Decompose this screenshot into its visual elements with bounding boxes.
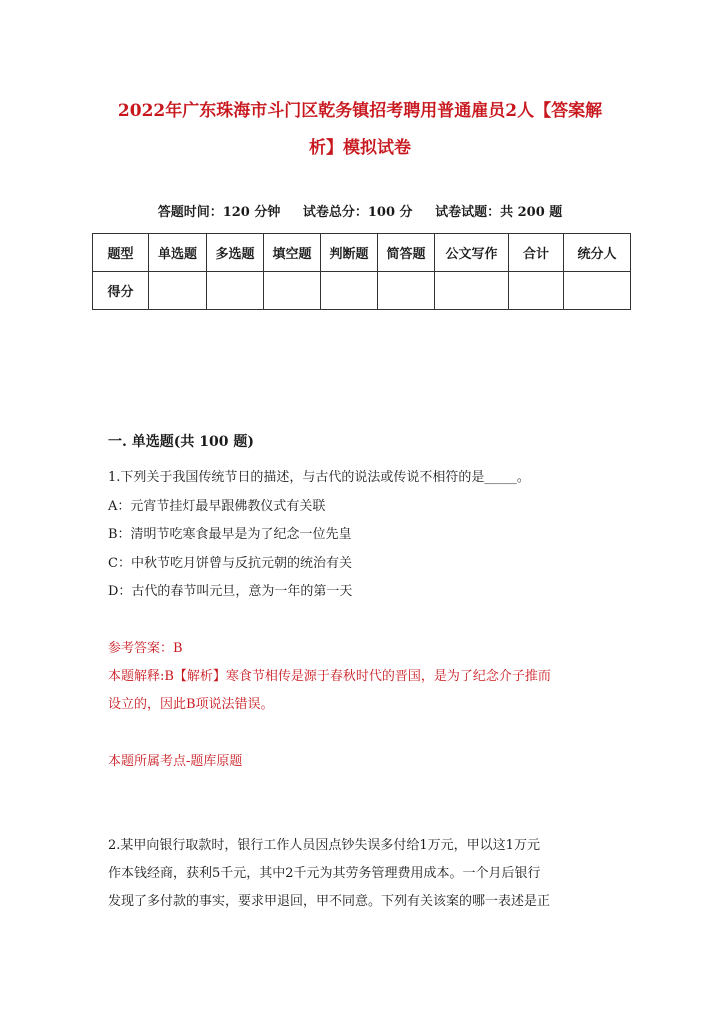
score-table-header-row: [93, 234, 631, 272]
question-2-line-3: 发现了多付款的事实，要求甲退回，甲不同意。下列有关该案的哪一表述是正: [108, 894, 551, 909]
score-cell: [509, 272, 564, 310]
score-cell: [435, 272, 509, 310]
section-title: 一. 单选题(共 100 题): [108, 434, 254, 450]
score-row-label: 得分: [93, 272, 149, 310]
score-cell: [564, 272, 631, 310]
table-header-cell: 填空题: [264, 234, 321, 272]
score-cell: [149, 272, 207, 310]
score-cell: [264, 272, 321, 310]
exam-time: 答题时间：120 分钟: [157, 205, 281, 220]
table-header-cell: 题型: [93, 234, 149, 272]
table-header-cell: 多选题: [207, 234, 264, 272]
score-cell: [321, 272, 378, 310]
exam-title-line-2: 析】模拟试卷: [309, 138, 411, 158]
table-header-cell: 合计: [509, 234, 564, 272]
exam-meta: [0, 201, 720, 220]
question-1-knowledge-point: 本题所属考点-题库原题: [108, 754, 243, 769]
question-1-option-a: A：元宵节挂灯最早跟佛教仪式有关联: [108, 499, 326, 514]
table-header-cell: 统分人: [564, 234, 631, 272]
question-2-line-2: 作本钱经商，获利5千元，其中2千元为其劳务管理费用成本。一个月后银行: [108, 866, 541, 881]
question-2-line-1: 2.某甲向银行取款时，银行工作人员因点钞失误多付给1万元，甲以这1万元: [108, 838, 540, 853]
question-1-option-d: D：古代的春节叫元旦，意为一年的第一天: [108, 584, 353, 599]
exam-total-score: 试卷总分：100 分: [302, 205, 413, 220]
question-1-option-b: B：清明节吃寒食最早是为了纪念一位先皇: [108, 527, 352, 542]
exam-title-line-1: 2022年广东珠海市斗门区乾务镇招考聘用普通雇员2人【答案解: [117, 101, 603, 121]
question-1-explanation-line-2: 设立的，因此B项说法错误。: [108, 697, 274, 712]
score-table-score-row: [93, 272, 631, 310]
table-header-cell: 公文写作: [435, 234, 509, 272]
question-1-option-c: C：中秋节吃月饼曾与反抗元朝的统治有关: [108, 556, 352, 571]
exam-question-count: 试卷试题：共 200 题: [435, 205, 563, 220]
question-1-stem: 1.下列关于我国传统节日的描述，与古代的说法或传说不相符的是_____。: [108, 470, 530, 485]
table-header-cell: 简答题: [378, 234, 435, 272]
score-cell: [207, 272, 264, 310]
table-header-cell: 判断题: [321, 234, 378, 272]
score-cell: [378, 272, 435, 310]
table-header-cell: 单选题: [149, 234, 207, 272]
question-1-explanation-line-1: 本题解释:B【解析】寒食节相传是源于春秋时代的晋国，是为了纪念介子推而: [108, 669, 551, 684]
score-table: [92, 233, 631, 310]
question-1-answer: 参考答案：B: [108, 641, 183, 656]
